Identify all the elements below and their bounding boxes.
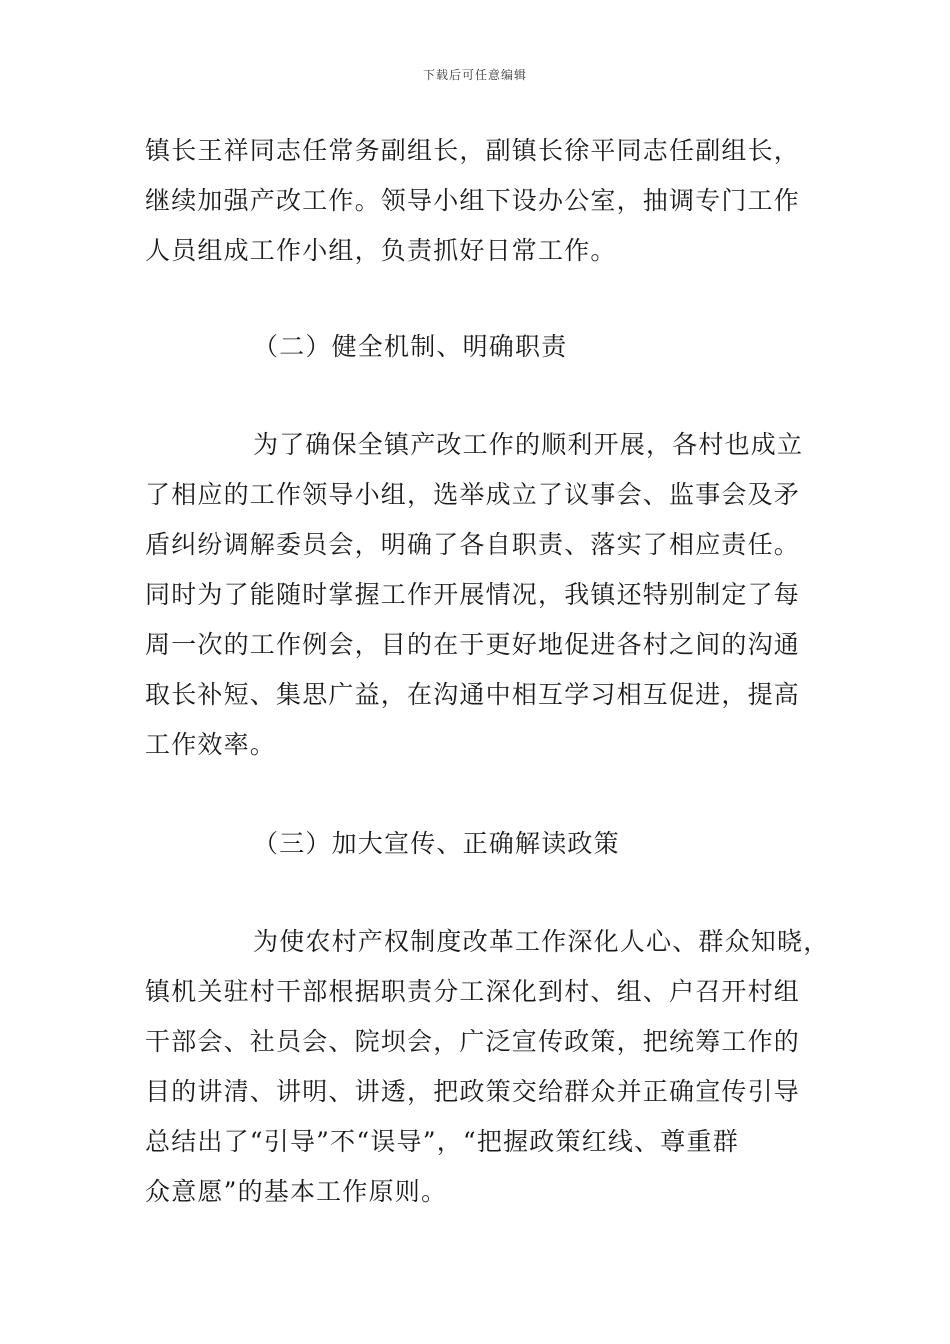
text-line: 人员组成工作小组，负责抓好日常工作。 xyxy=(145,236,617,265)
text-line: 继续加强产改工作。领导小组下设办公室，抽调专门工作 xyxy=(145,186,801,215)
paragraph-leadership xyxy=(145,126,825,276)
text-line: 为使农村产权制度改革工作深化人心、群众知晓， xyxy=(253,927,830,956)
text-line: 镇机关驻村干部根据职责分工深化到村、组、户召开村组 xyxy=(145,977,801,1006)
text-line: 众意愿”的基本工作原则。 xyxy=(145,1177,448,1206)
page-header-note: 下载后可任意编辑 xyxy=(422,68,527,82)
paragraph-mechanism xyxy=(145,420,825,770)
text-line: 取长补短、集思广益，在沟通中相互学习相互促进，提高 xyxy=(145,680,801,709)
text-line: 盾纠纷调解委员会，明确了各自职责、落实了相应责任。 xyxy=(145,530,801,559)
text-line: 为了确保全镇产改工作的顺利开展，各村也成立 xyxy=(253,430,804,459)
section-heading-publicity: （三）加大宣传、正确解读政策 xyxy=(253,829,620,858)
text-line: 同时为了能随时掌握工作开展情况，我镇还特别制定了每 xyxy=(145,580,801,609)
paragraph-publicity xyxy=(145,917,830,1217)
document-body xyxy=(145,126,830,1217)
text-line: 干部会、社员会、院坝会，广泛宣传政策，把统筹工作的 xyxy=(145,1027,801,1056)
text-line: 总结出了“引导”不“误导”，“把握政策红线、尊重群 xyxy=(145,1127,739,1156)
text-line: 目的讲清、讲明、讲透，把政策交给群众并正确宣传引导 xyxy=(145,1077,801,1106)
text-line: 工作效率。 xyxy=(145,730,277,759)
text-line: 了相应的工作领导小组，选举成立了议事会、监事会及矛 xyxy=(145,480,801,509)
text-line: 镇长王祥同志任常务副组长，副镇长徐平同志任副组长， xyxy=(145,136,801,165)
text-line: 周一次的工作例会，目的在于更好地促进各村之间的沟通 xyxy=(145,630,801,659)
section-heading-mechanism: （二）健全机制、明确职责 xyxy=(253,332,568,361)
